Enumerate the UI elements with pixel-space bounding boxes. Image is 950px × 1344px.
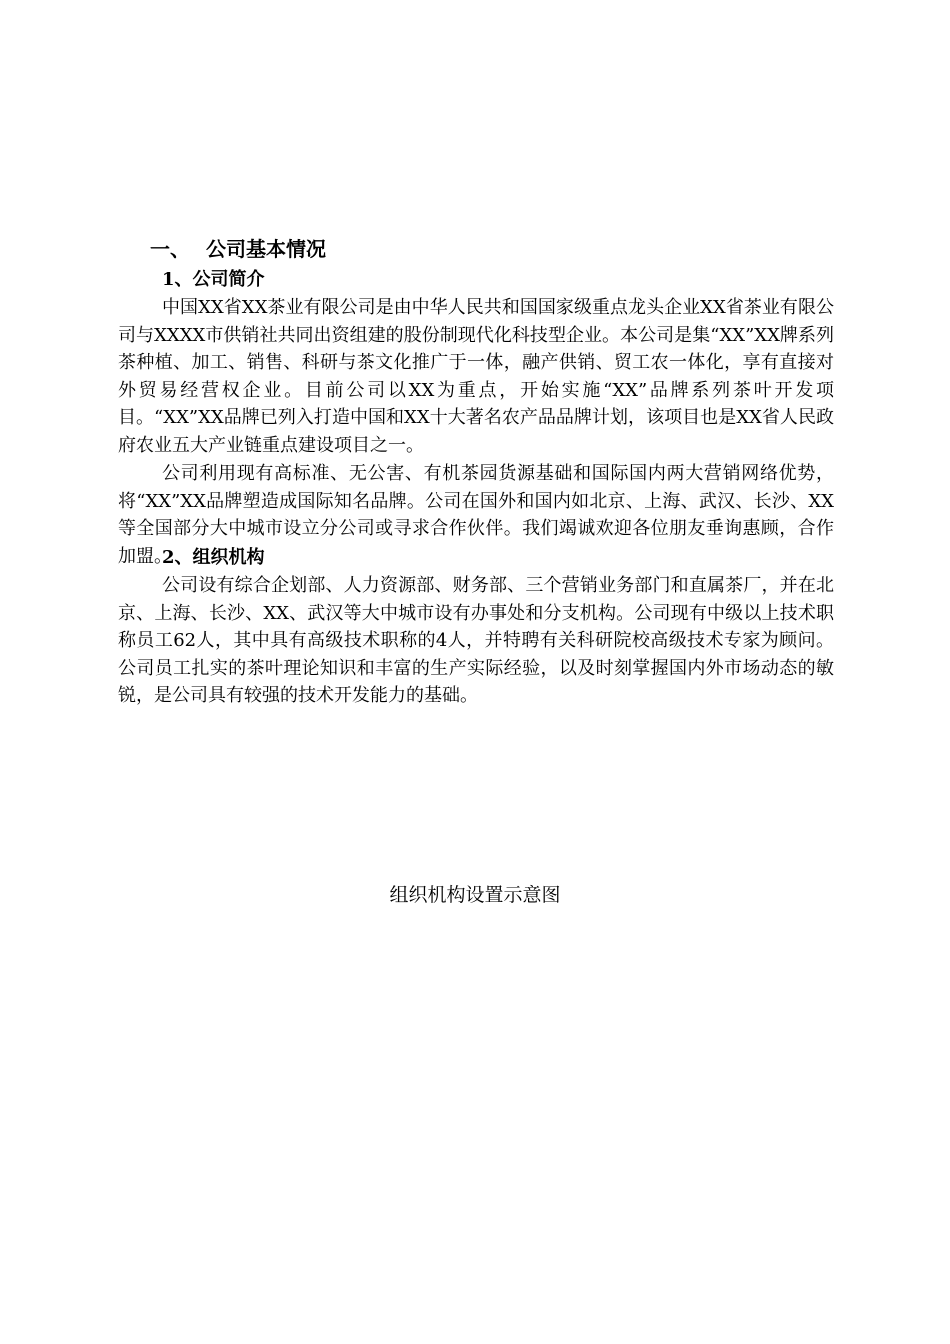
document-body xyxy=(118,232,834,710)
paragraph-company-intro: 中国XX省XX茶业有限公司是由中华人民共和国国家级重点龙头企业XX省茶业有限公司与XXXX市供销社共同出资组建的股份制现代化科技型企业。本公司是集“XX”XX牌系列茶种植、加工、销售、科研与茶文化推广于一体，融产供销、贸工农一体化，享有直接对外贸易经营权企业。目前公司以XX为重点，开始实施“XX”品牌系列茶叶开发项目。“XX”XX品牌已列入打造中国和XX十大著名农产品品牌计划，该项目也是XX省人民政府农业五大产业链重点建设项目之一。 xyxy=(118,297,834,456)
diagram-caption: 组织机构设置示意图 xyxy=(389,884,561,906)
subsection-heading-company-intro: 1、公司简介 xyxy=(162,269,265,290)
subsection-heading-organization: 2、组织机构 xyxy=(162,547,265,568)
paragraph-organization: 公司设有综合企划部、人力资源部、财务部、三个营销业务部门和直属茶厂，并在北京、上海、长沙、XX、武汉等大中城市设有办事处和分支机构。公司现有中级以上技术职称员工62人，其中具有高级技术职称的4人，并特聘有关科研院校高级技术专家为顾问。公司员工扎实的茶叶理论知识和丰富的生产实际经验，以及时刻掌握国内外市场动态的敏锐，是公司具有较强的技术开发能力的基础。 xyxy=(118,575,834,707)
section-heading xyxy=(118,232,834,266)
paragraph-company-network: 公司利用现有高标准、无公害、有机茶园货源基础和国际国内两大营销网络优势，将“XX”XX品牌塑造成国际知名品牌。公司在国外和国内如北京、上海、武汉、长沙、XX等全国部分大中城市设立分公司或寻求合作伙伴。我们竭诚欢迎各位朋友垂询惠顾，合作加盟。 xyxy=(118,463,834,567)
section-number: 一、 xyxy=(150,237,190,261)
section-title: 公司基本情况 xyxy=(206,237,326,261)
